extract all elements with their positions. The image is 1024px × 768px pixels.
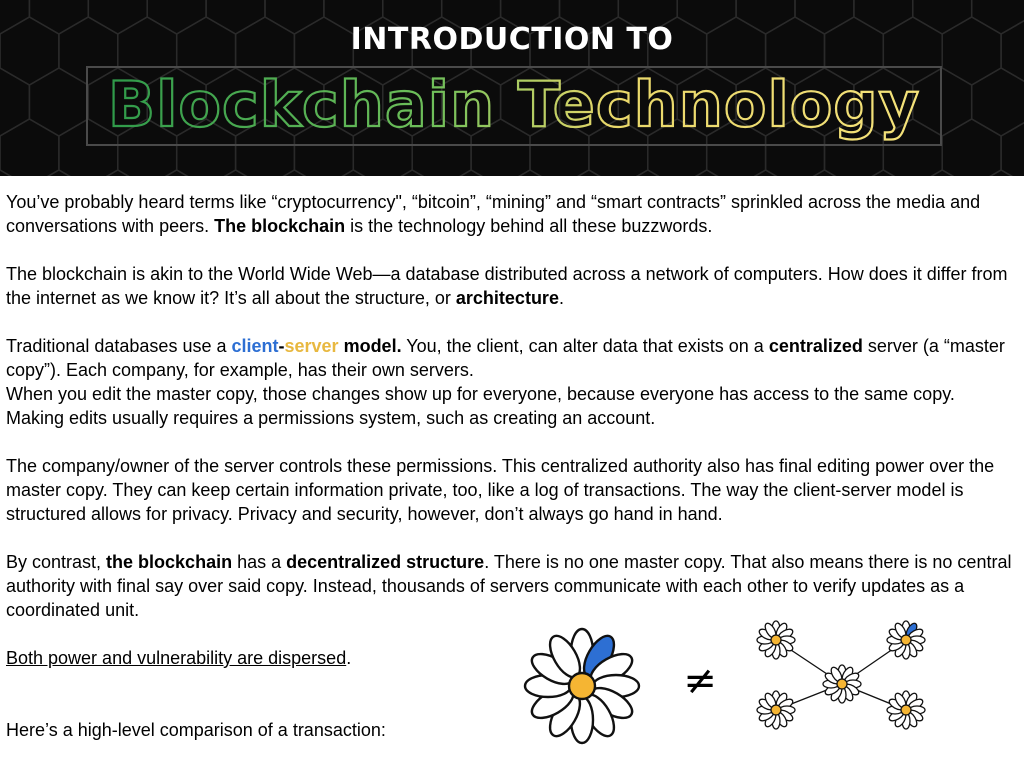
text-run: You, the client, can alter data that exists on a	[401, 336, 769, 356]
network-node-flower	[887, 691, 925, 729]
bold-term: architecture	[455, 288, 559, 308]
hexagon-shape	[1001, 119, 1024, 176]
banner-title	[86, 66, 942, 146]
text-run: . There is no one master copy. That also means there is no central authority with final say over said copy. Instead, thousands of servers communicate with each other to verify updates as a coordinated unit.	[6, 552, 1012, 620]
banner-subtitle: INTRODUCTION TO	[350, 22, 674, 57]
paragraph-client-server	[6, 334, 1016, 430]
flower-center	[837, 679, 847, 689]
network-node-flower	[887, 621, 925, 659]
hexagon-shape	[501, 170, 560, 176]
text-run: .	[558, 288, 564, 308]
hexagon-shape	[795, 170, 854, 176]
network-node-flower	[757, 621, 795, 659]
hexagon-shape	[265, 170, 324, 176]
hexagon-shape	[942, 119, 1001, 176]
text-run: .	[346, 648, 352, 668]
text-run: has a	[232, 552, 287, 572]
hyphen: -	[278, 336, 285, 356]
model-term: model.	[338, 336, 402, 356]
hexagon-shape	[0, 119, 59, 176]
text-run: The blockchain is akin to the World Wide Web—a database distributed across a network of computers. How does it differ from the internet as we know it? It’s all about the structure, or	[6, 264, 1008, 308]
hexagon-shape	[147, 170, 206, 176]
paragraph-architecture	[6, 262, 1016, 310]
hexagon-shape	[677, 170, 736, 176]
banner-title-word-2: Technology	[517, 68, 921, 141]
decentralized-network-diagram	[742, 618, 942, 730]
centralized-model-diagram	[512, 616, 652, 756]
hexagon-shape	[972, 68, 1024, 136]
hexagon-shape	[972, 170, 1024, 176]
centralized-term: centralized	[768, 336, 863, 356]
paragraph-permissions: The company/owner of the server controls these permissions. This centralized authority also has final editing power over the master copy. They can keep certain information private, too, like a log of transactions. The way the client-server model is structured allows for privacy. Privacy and security, however, don’t always go hand in hand.	[6, 456, 995, 524]
hexagon-shape	[560, 170, 619, 176]
hexagon-shape	[0, 170, 29, 176]
paragraph-intro	[6, 190, 1016, 238]
hexagon-shape	[913, 170, 972, 176]
central-flower	[525, 629, 639, 743]
flower-center	[901, 635, 911, 645]
hexagon-shape	[29, 68, 88, 136]
hexagon-shape	[324, 170, 383, 176]
text-run: By contrast,	[6, 552, 107, 572]
flower-center	[771, 635, 781, 645]
hexagon-shape	[88, 170, 147, 176]
bold-term: decentralized structure	[286, 552, 485, 572]
hexagon-shape	[0, 68, 29, 136]
hexagon-shape	[618, 170, 677, 176]
hexagon-shape	[29, 170, 88, 176]
network-node-flower	[757, 691, 795, 729]
bold-term: the blockchain	[106, 552, 233, 572]
svg-text:Blockchain Technology	[108, 68, 920, 141]
text-run: server (a “master copy”). Each company, for example, has their own servers.	[6, 336, 1005, 380]
network-node-flower	[823, 665, 861, 703]
bold-term: The blockchain	[214, 216, 346, 236]
flower-center	[901, 705, 911, 715]
text-run: When you edit the master copy, those changes show up for everyone, because everyone has access to the same copy. Making edits usually requires a permissions system, such as creating an account.	[6, 384, 955, 428]
hexagon-shape	[736, 170, 795, 176]
server-term: server	[284, 336, 339, 356]
header-banner	[0, 0, 1024, 176]
banner-title-word-1: Blockchain	[107, 68, 496, 141]
text-run: is the technology behind all these buzzwords.	[345, 216, 713, 236]
hexagon-shape	[206, 170, 265, 176]
hexagon-shape	[383, 170, 442, 176]
not-equal-symbol: ≠	[683, 658, 717, 704]
flower-center	[569, 673, 595, 699]
paragraph-comparison-lead: Here’s a high-level comparison of a transaction:	[6, 720, 386, 740]
text-run: You’ve probably heard terms like “cryptocurrency", “bitcoin”, “mining” and “smart contracts” sprinkled across the media and conversations with peers.	[6, 192, 981, 236]
hexagon-shape	[854, 170, 913, 176]
text-run: Traditional databases use a	[6, 336, 232, 356]
flower-center	[771, 705, 781, 715]
client-term: client	[231, 336, 279, 356]
paragraph-decentralized	[6, 550, 1016, 622]
hexagon-shape	[442, 170, 501, 176]
underlined-statement: Both power and vulnerability are dispersed	[6, 648, 347, 668]
